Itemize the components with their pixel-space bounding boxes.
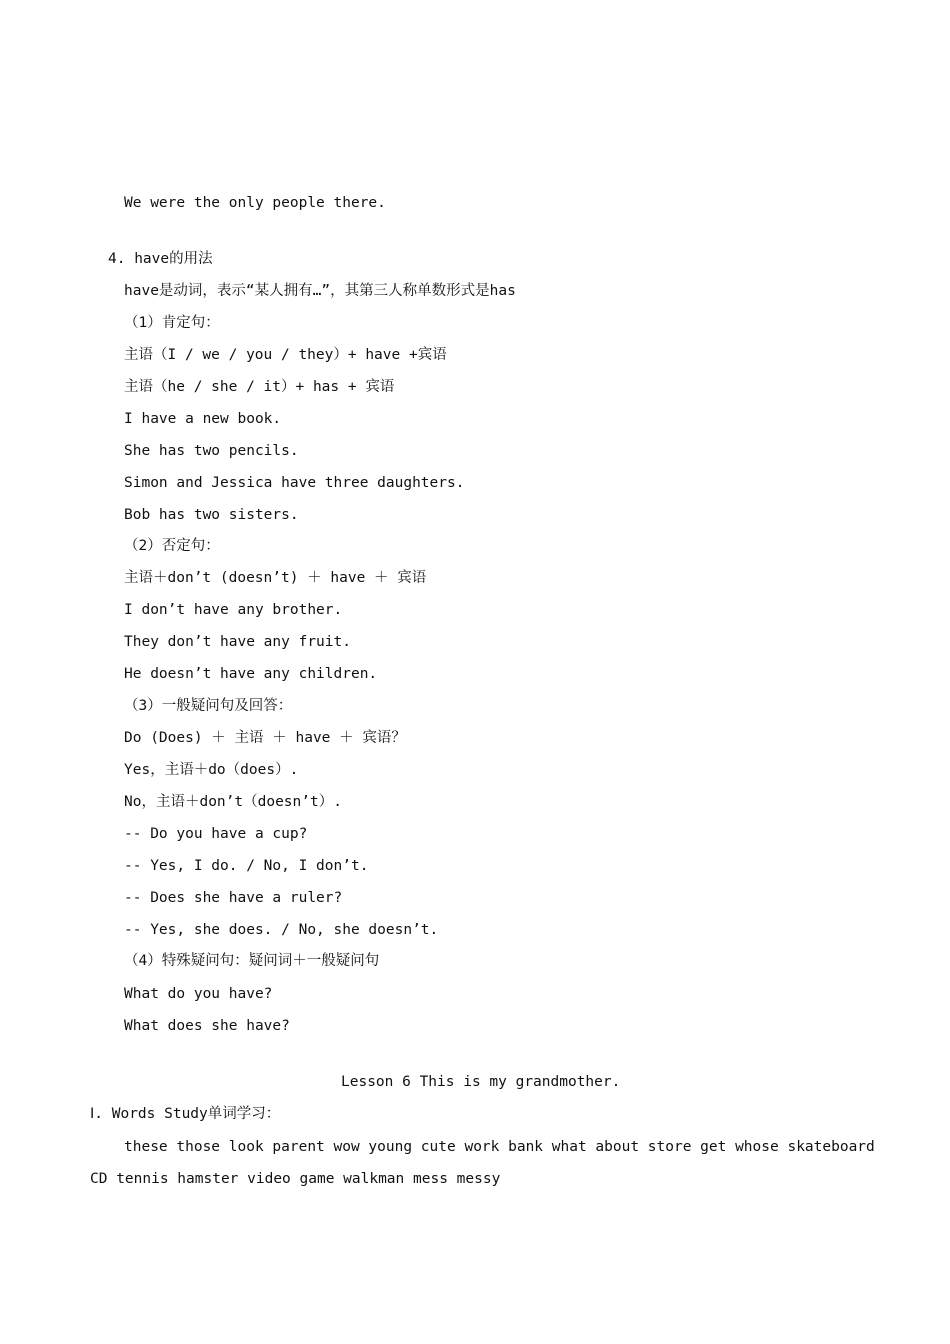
example-sentence: I have a new book. [124, 411, 282, 427]
negative-title: （2）否定句： [124, 538, 220, 554]
section-heading: 4. have的用法 [108, 251, 213, 267]
affirmative-formula-2: 主语（he / she / it）+ has + 宾语 [124, 379, 395, 395]
example-sentence: We were the only people there. [124, 195, 386, 211]
example-sentence: He doesn’t have any children. [124, 666, 378, 682]
example-sentence: I don’t have any brother. [124, 602, 343, 618]
example-sentence: What does she have? [124, 1018, 290, 1034]
question-formula: Do (Does) ＋ 主语 ＋ have ＋ 宾语？ [124, 730, 406, 746]
example-sentence: Simon and Jessica have three daughters. [124, 475, 465, 491]
affirmative-formula-1: 主语（I / we / you / they）+ have +宾语 [124, 347, 447, 363]
example-sentence: They don’t have any fruit. [124, 634, 351, 650]
dialogue-line: -- Yes, she does. / No, she doesn’t. [124, 922, 439, 938]
question-yes-answer: Yes，主语＋do（does）. [124, 762, 299, 778]
question-no-answer: No，主语＋don’t（doesn’t）. [124, 794, 342, 810]
example-sentence: What do you have? [124, 986, 273, 1002]
dialogue-line: -- Yes, I do. / No, I don’t. [124, 858, 369, 874]
section-description: have是动词，表示“某人拥有…”，其第三人称单数形式是has [124, 283, 516, 299]
vocabulary-line: these those look parent wow young cute work bank what about store get whose skateboard [124, 1139, 875, 1155]
words-study-heading: Ⅰ. Words Study单词学习： [90, 1106, 281, 1122]
lesson-title: Lesson 6 This is my grandmother. [341, 1074, 621, 1090]
example-sentence: She has two pencils. [124, 443, 299, 459]
dialogue-line: -- Do you have a cup? [124, 826, 308, 842]
affirmative-title: （1）肯定句： [124, 315, 220, 331]
example-sentence: Bob has two sisters. [124, 507, 299, 523]
negative-formula: 主语＋don’t (doesn’t) ＋ have ＋ 宾语 [124, 570, 427, 586]
special-question-title: （4）特殊疑问句：疑问词＋一般疑问句 [124, 953, 380, 969]
dialogue-line: -- Does she have a ruler? [124, 890, 343, 906]
question-title: （3）一般疑问句及回答： [124, 698, 293, 714]
vocabulary-line: CD tennis hamster video game walkman mess messy [90, 1171, 501, 1187]
